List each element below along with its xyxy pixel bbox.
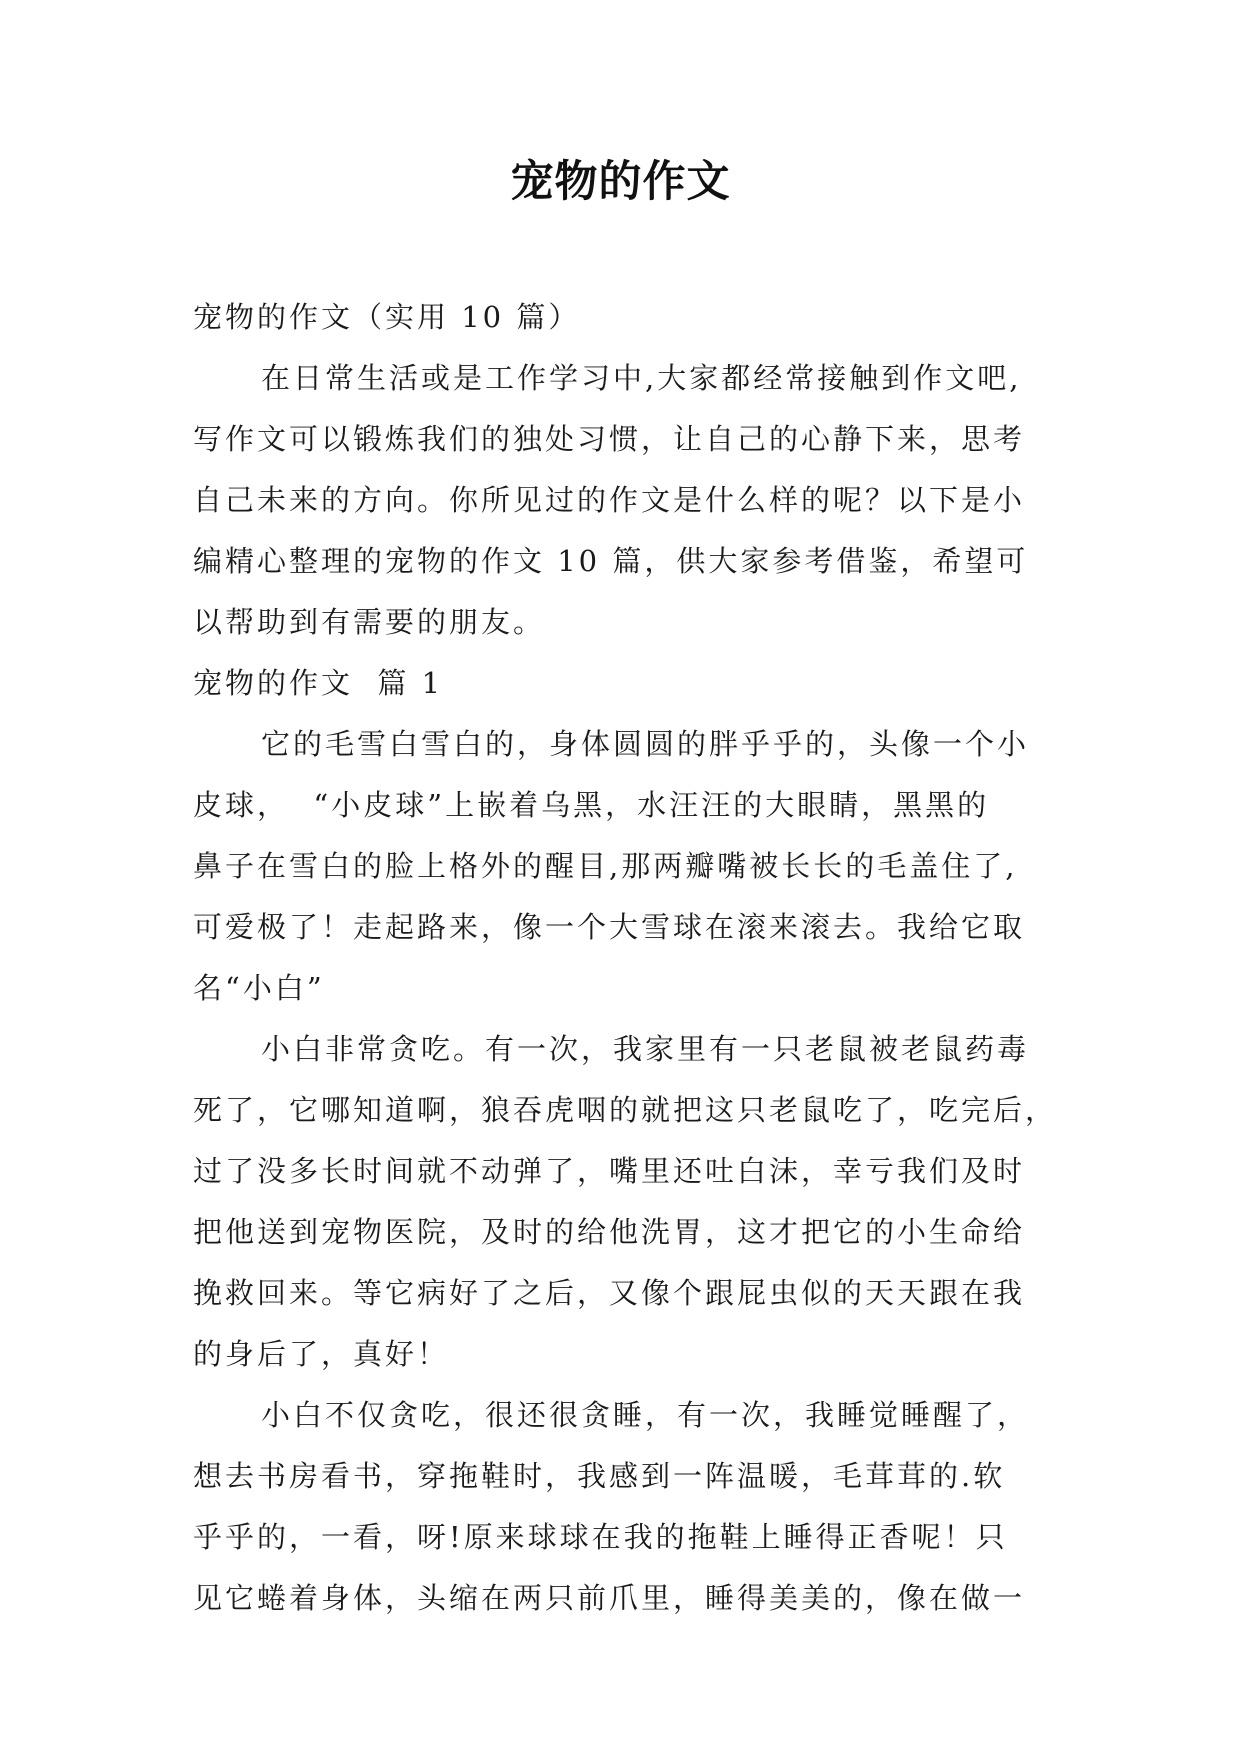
- paragraph-line: 死了，它哪知道啊，狼吞虎咽的就把这只老鼠吃了，吃完后，: [193, 1093, 1058, 1127]
- paragraph-line: 小白不仅贪吃，很还很贪睡，有一次，我睡觉睡醒了，: [261, 1398, 1030, 1432]
- paragraph-line: 想去书房看书，穿拖鞋时，我感到一阵温暖，毛茸茸的.软: [193, 1459, 1006, 1493]
- paragraph-line: 在日常生活或是工作学习中,大家都经常接触到作文吧,: [261, 361, 1022, 395]
- paragraph-line: 可爱极了！走起路来，像一个大雪球在滚来滚去。我给它取: [193, 910, 1026, 944]
- paragraph-line: 的身后了，真好！: [193, 1337, 450, 1371]
- paragraph-line: 自己未来的方向。你所见过的作文是什么样的呢？以下是小: [193, 483, 1026, 517]
- paragraph-line: 写作文可以锻炼我们的独处习惯，让自己的心静下来，思考: [193, 422, 1026, 456]
- paragraph-line: 它的毛雪白雪白的，身体圆圆的胖乎乎的，头像一个小: [261, 727, 1030, 761]
- intro-paragraph: [193, 348, 1053, 653]
- paragraph-line: 小白非常贪吃。有一次，我家里有一只老鼠被老鼠药毒: [261, 1032, 1030, 1066]
- paragraph-line: 过了没多长时间就不动弹了，嘴里还吐白沫，幸亏我们及时: [193, 1154, 1026, 1188]
- paragraph-line: 见它蜷着身体，头缩在两只前爪里，睡得美美的，像在做一: [193, 1581, 1026, 1615]
- paragraph-line: 鼻子在雪白的脸上格外的醒目,那两瓣嘴被长长的毛盖住了,: [193, 849, 1018, 883]
- body-paragraph-3: [193, 1385, 1053, 1629]
- paragraph-line: 挽救回来。等它病好了之后，又像个跟屁虫似的天天跟在我: [193, 1276, 1026, 1310]
- paragraph-line: 把他送到宠物医院，及时的给他洗胃，这才把它的小生命给: [193, 1215, 1026, 1249]
- paragraph-line: 乎乎的，一看，呀!原来球球在我的拖鞋上睡得正香呢！只: [193, 1520, 1008, 1554]
- document-subtitle: 宠物的作文（实用 10 篇）: [193, 300, 581, 334]
- section-heading: 宠物的作文 篇 1: [193, 666, 444, 700]
- paragraph-line: 编精心整理的宠物的作文 10 篇，供大家参考借鉴，希望可: [193, 544, 1029, 578]
- body-paragraph-2: [193, 1019, 1058, 1385]
- paragraph-line: 皮球， “小皮球”上嵌着乌黑，水汪汪的大眼睛，黑黑的: [193, 788, 990, 822]
- body-paragraph-1: [193, 714, 1053, 1019]
- paragraph-line: 以帮助到有需要的朋友。: [193, 605, 546, 639]
- page-title: 宠物的作文: [510, 157, 731, 207]
- paragraph-line: 名“小白”: [193, 971, 325, 1005]
- document-body: [193, 287, 1058, 1629]
